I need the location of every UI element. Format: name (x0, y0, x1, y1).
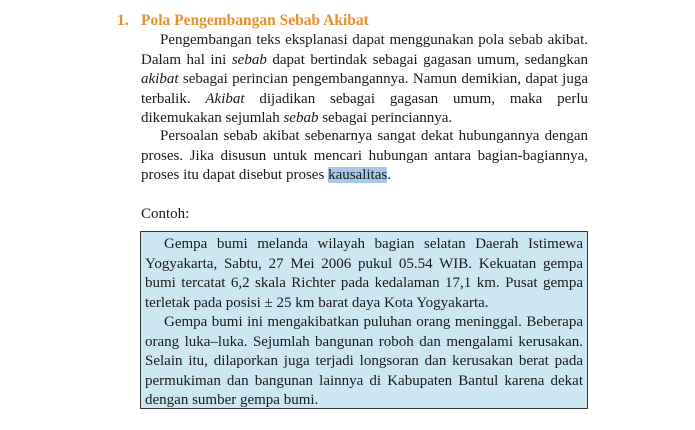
p1-italic-sebab-2: sebab (283, 110, 319, 126)
selected-text-kausalitas[interactable]: kausalitas (328, 167, 388, 183)
p1-text-2: dapat bertindak sebagai gagasan umum, sedangkan (266, 51, 588, 68)
p1-text-4: dijadikan sebagai gagasan umum, maka perlu dikemukakan sejumlah (141, 90, 588, 126)
p1-text-3: sebagai perincian pengembangannya. Namun demikian, dapat juga terbalik. (141, 71, 588, 107)
p2-text-1: Persoalan sebab akibat sebenarnya sangat dekat hubungannya dengan proses. Jika disusun untuk mencari hubungan antara bagian-bagiannya, proses itu dapat disebut proses (141, 128, 588, 183)
section-number: 1. (117, 12, 129, 29)
example-label: Contoh: (141, 206, 190, 222)
example-paragraph-1: Gempa bumi melanda wilayah bagian selatan Daerah Istimewa Yogyakarta, Sabtu, 27 Mei 2006 pukul 05.54 WIB. Kekuatan gempa bumi tercatat 6,2 skala Richter pada kedalaman 17,1 km. Pusat gempa terletak pada posisi ± 25 km barat daya Kota Yogyakarta. (145, 236, 583, 311)
p1-text-5: sebagai perinciannya. (318, 110, 453, 126)
p1-text-1: Pengembangan teks eksplanasi dapat menggunakan pola sebab akibat. Dalam hal ini (141, 32, 588, 68)
example-box (140, 231, 588, 409)
p1-italic-akibat-2: Akibat (205, 90, 245, 107)
paragraph-1 (141, 31, 588, 129)
example-paragraph-2: Gempa bumi ini mengakibatkan puluhan orang meninggal. Beberapa orang luka–luka. Sejumlah bangunan roboh dan mengalami kerusakan. Selain itu, dilaporkan juga terjadi longsoran dan kerusakan berat pada permukiman dan bangunan lainnya di Kabupaten Bantul karena dekat dengan sumber gempa bumi. (145, 314, 583, 408)
p2-text-2: . (387, 167, 391, 183)
p1-italic-sebab: sebab (231, 51, 267, 68)
paragraph-2 (141, 127, 588, 186)
section-title: Pola Pengembangan Sebab Akibat (141, 12, 369, 29)
p1-italic-akibat: akibat (141, 71, 179, 87)
section-heading (117, 10, 597, 32)
